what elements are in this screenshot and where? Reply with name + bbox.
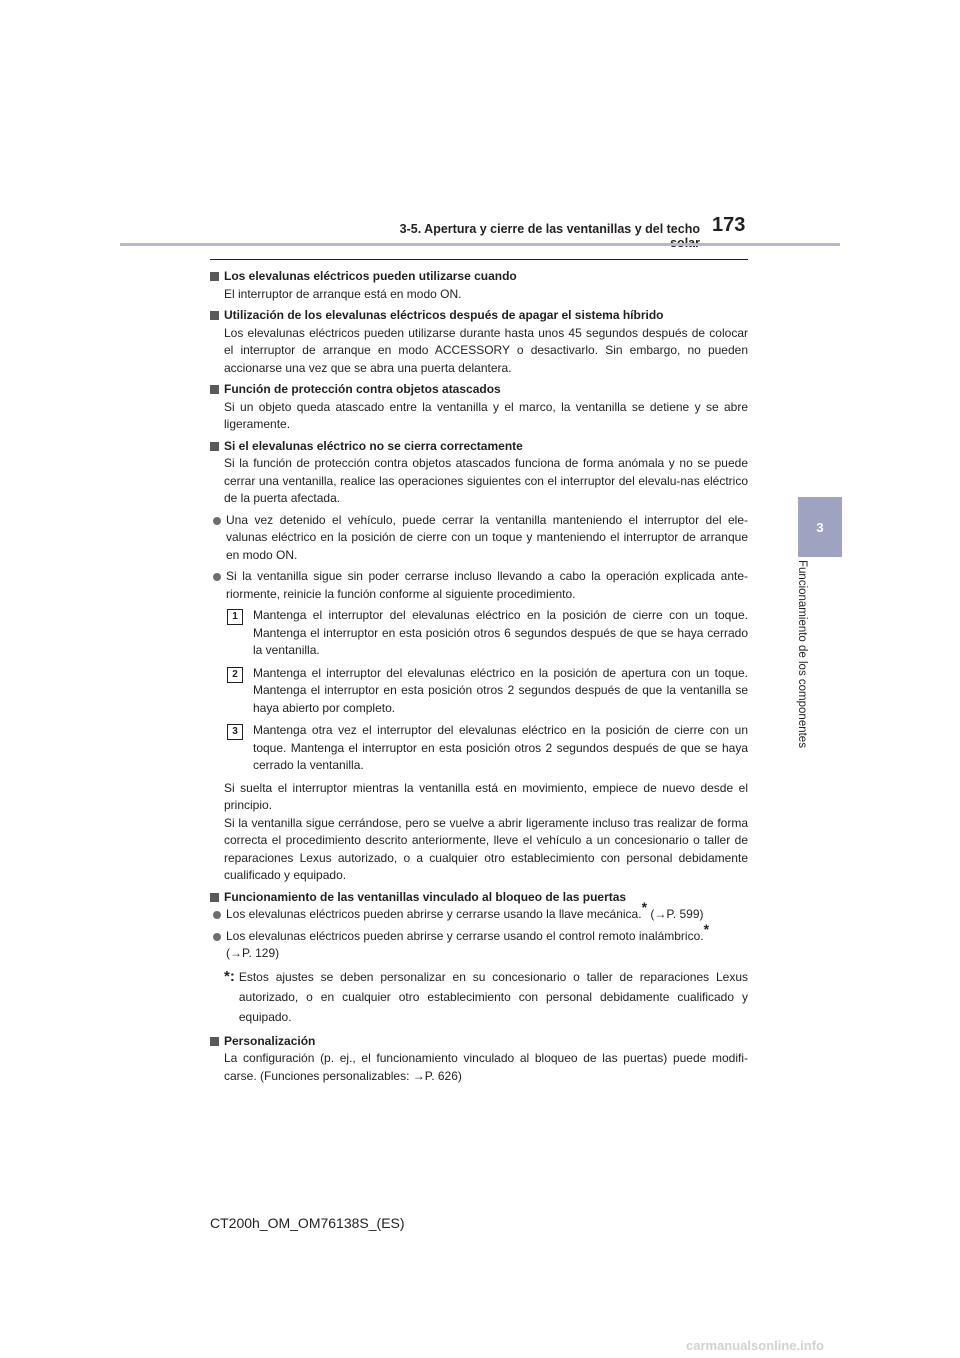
page-reference: (→P. 129) [226, 946, 280, 960]
footnote-text: Estos ajustes se deben personalizar en su concesionario o taller de reparaciones Lexus autorizado, o en cualquier otro establecimiento con personal debidamente cualificado y equipado. [238, 969, 748, 1024]
section-door-lock-linked [210, 889, 748, 1027]
bullet-text [226, 899, 748, 924]
square-bullet-icon [210, 311, 219, 320]
paragraph: La configuración (p. ej., el funcionamiento vinculado al bloqueo de las puertas) puede modifi-carse. (Funciones personalizables: →P. 626) [224, 1051, 748, 1083]
footnote-mark: *: [224, 967, 235, 985]
heading-text: Función de protección contra objetos atascados [224, 382, 501, 396]
paragraph: Si la ventanilla sigue cerrándose, pero se vuelve a abrir ligeramente incluso tras realizar de forma correcta el procedimiento descrito anteriormente, lleve el vehículo a un concesionario o taller de reparaciones Lexus autorizado, o a cualquier otro establecimiento con personal debidamente cualificado y equipado. [224, 815, 748, 882]
bullet-item [210, 920, 748, 963]
page-number: 173 [712, 214, 746, 236]
heading-text: Si el elevalunas eléctrico no se cierra correctamente [224, 438, 523, 453]
section-jam-protection [210, 381, 748, 434]
circle-bullet-icon [213, 933, 221, 941]
procedure-step [227, 607, 748, 660]
page-content [210, 268, 748, 1089]
bullet-text: Una vez detenido el vehículo, puede cerrar la ventanilla manteniendo el interruptor del ele-valunas eléctrico en la posición de cierre con un toque y manteniendo el interruptor de arranque en modo ON. [226, 512, 748, 562]
bullet-item [210, 568, 748, 603]
heading-text: Los elevalunas eléctricos pueden utilizarse cuando [224, 269, 517, 283]
section-heading [210, 381, 748, 399]
header-rule [120, 243, 840, 246]
circle-bullet-icon [213, 911, 221, 919]
square-bullet-icon [210, 442, 219, 451]
circle-bullet-icon [213, 573, 221, 581]
paragraph: Si un objeto queda atascado entre la ventanilla y el marco, la ventanilla se detiene y se abre ligeramente. [224, 399, 748, 431]
section-heading [210, 307, 748, 325]
paragraph: El interruptor de arranque está en modo ON. [224, 286, 462, 301]
asterisk-mark: * [703, 920, 710, 937]
page-reference: (→P. 599) [650, 907, 704, 921]
step-number: 1 [227, 609, 243, 625]
square-bullet-icon [210, 893, 219, 902]
section-window-not-closing [210, 438, 748, 885]
chapter-side-label: Funcionamiento de los componentes [796, 560, 808, 748]
bullet-text: Si la ventanilla sigue sin poder cerrarse incluso llevando a cabo la operación explicada ante-riormente, reinicie la función conforme al siguiente procedimiento. [226, 569, 748, 601]
running-header-title: 3-5. Apertura y cierre de las ventanillas y del techo [399, 222, 700, 236]
section-heading [210, 438, 748, 456]
step-text: Mantenga el interruptor del elevalunas eléctrico en la posición de apertura con un toque. Mantenga el interruptor en esta posición otros 2 segundos después de que la ventanilla se haya abierto por completo. [253, 665, 748, 715]
paragraph: Si la función de protección contra objetos atascados funciona de forma anómala y no se puede cerrar una ventanilla, realice las operaciones siguientes con el interruptor del elevalu-nas eléctrico de la puerta afectada. [224, 456, 748, 505]
bullet-body: Los elevalunas eléctricos pueden abrirse y cerrarse usando el control remoto inalámbrico. [226, 928, 704, 943]
bullet-text [226, 920, 748, 963]
bullet-item [210, 899, 748, 924]
section-heading [210, 1033, 748, 1051]
section-heading [210, 268, 748, 286]
watermark: carmanualsonline.info [686, 1338, 824, 1353]
heading-text: Utilización de los elevalunas eléctricos después de apagar el sistema híbrido [224, 308, 664, 322]
step-number: 3 [227, 724, 243, 740]
paragraph: Los elevalunas eléctricos pueden utilizarse durante hasta unos 45 segundos después de colocar el interruptor de arranque en modo ACCESSORY o desactivarlo. Sin embargo, no pueden accionarse una vez que se abra una puerta delantera. [224, 325, 748, 375]
step-number: 2 [227, 667, 243, 683]
footer-document-code: CT200h_OM_OM76138S_(ES) [210, 1215, 405, 1231]
step-text: Mantenga otra vez el interruptor del elevalunas eléctrico en la posición de cierre con un toque. Mantenga el interruptor en esta posición otros 2 segundos después de que se haya cerrado la ventanilla. [253, 723, 748, 772]
footnote [210, 967, 748, 1027]
procedure-step [227, 665, 748, 718]
square-bullet-icon [210, 1037, 219, 1046]
paragraph: Si suelta el interruptor mientras la ventanilla está en movimiento, empiece de nuevo desde el principio. [224, 780, 748, 812]
heading-text: Personalización [224, 1033, 316, 1048]
bullet-body: Los elevalunas eléctricos pueden abrirse y cerrarse usando la llave mecánica. [226, 907, 642, 921]
step-text: Mantenga el interruptor del elevalunas eléctrico en la posición de cierre con un toque. Mantenga el interruptor en esta posición otros 6 segundos después de que se haya cerrado la ventanilla. [253, 608, 748, 657]
section-after-hybrid-off [210, 307, 748, 377]
section-personalization [210, 1033, 748, 1086]
square-bullet-icon [210, 385, 219, 394]
procedure-step [227, 722, 748, 775]
asterisk-mark: * [641, 899, 648, 915]
content-top-rule [210, 259, 748, 260]
heading-text: Funcionamiento de las ventanillas vinculado al bloqueo de las puertas [224, 889, 627, 904]
square-bullet-icon [210, 272, 219, 281]
bullet-item [210, 512, 748, 565]
section-usage-condition [210, 268, 748, 303]
chapter-tab: 3 [798, 497, 842, 557]
section-heading [210, 889, 748, 907]
circle-bullet-icon [213, 517, 221, 525]
